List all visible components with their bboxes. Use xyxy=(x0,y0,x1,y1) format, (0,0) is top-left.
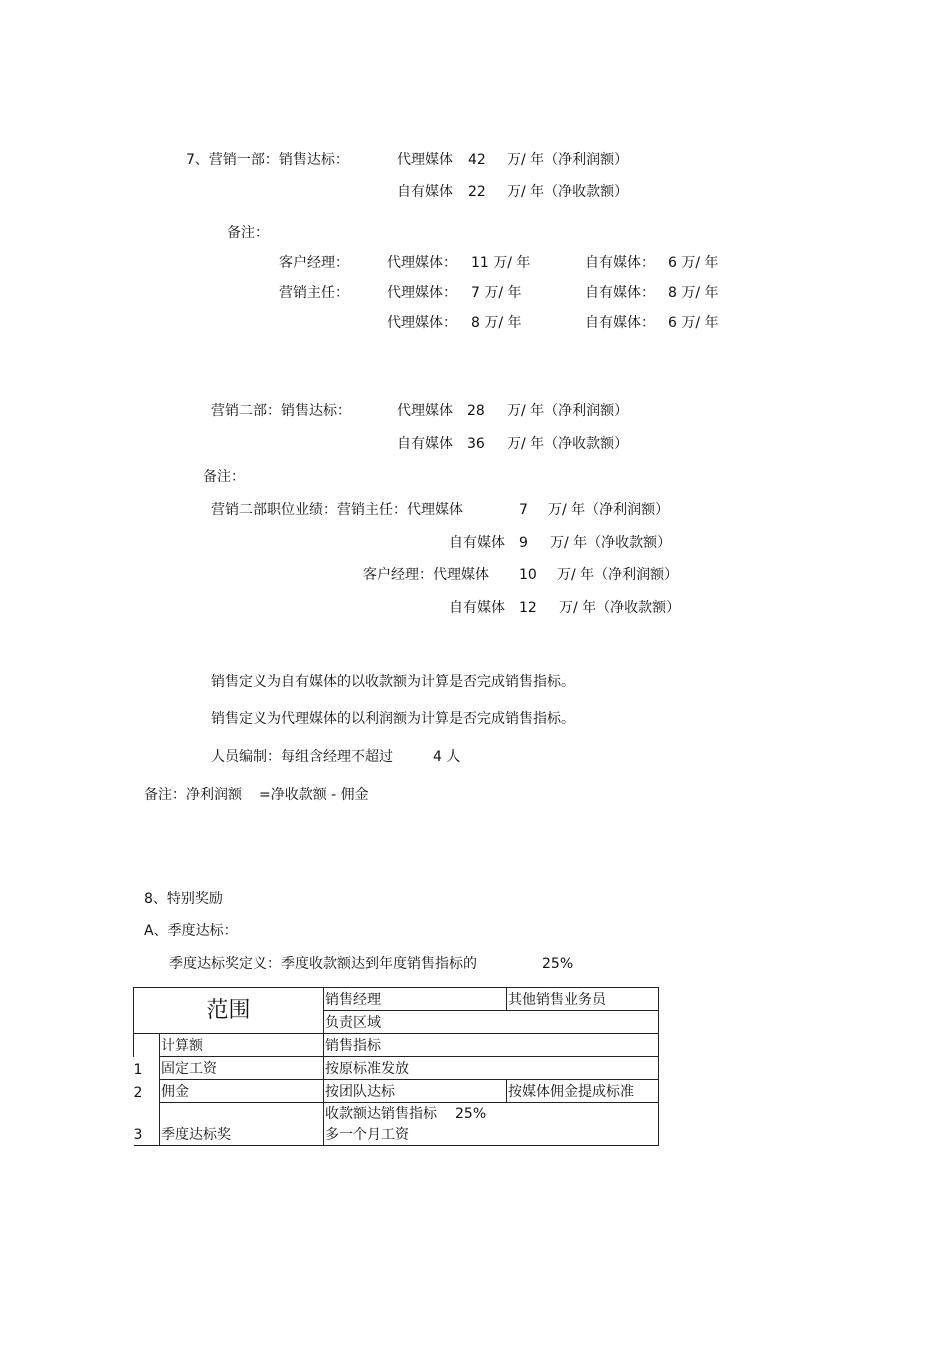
value-cell: 按原标准发放 xyxy=(324,1057,659,1080)
dept2-line2-unit: 万/ 年（净收款额） xyxy=(507,436,629,452)
dept1-row-a-value: 7 万/ 年 xyxy=(471,285,522,301)
dept2-perf-unit: 万/ 年（净利润额） xyxy=(557,567,679,583)
table-row xyxy=(134,1080,659,1103)
dept1-line1-media: 代理媒体 xyxy=(397,152,453,168)
staffing-text: 人员编制：每组含经理不超过 xyxy=(211,749,393,765)
row-number-cell: 1 xyxy=(134,1057,160,1080)
dept1-heading: 7、营销一部：销售达标： xyxy=(186,152,349,168)
table-row xyxy=(134,1103,659,1146)
dept2-line1-value: 28 xyxy=(467,403,485,419)
dept2-perf-prefix: 客户经理：代理媒体 xyxy=(363,567,489,583)
quarter-award-cell xyxy=(324,1103,659,1146)
dept1-line2-value: 22 xyxy=(468,184,486,200)
dept1-row-b-label: 自有媒体： xyxy=(585,255,655,271)
dept2-perf-unit: 万/ 年（净利润额） xyxy=(548,502,670,518)
row-number-cell: 3 xyxy=(134,1103,160,1146)
table-row xyxy=(134,988,659,1011)
dept1-row-b-label: 自有媒体： xyxy=(585,285,655,301)
other-staff-cell: 其他销售业务员 xyxy=(507,988,659,1011)
dept1-row-role: 客户经理： xyxy=(279,255,349,271)
sales-manager-cell: 销售经理 xyxy=(324,988,507,1011)
dept1-line2-media: 自有媒体 xyxy=(397,184,453,200)
dept1-line1-value: 42 xyxy=(468,152,486,168)
dept2-note-label: 备注： xyxy=(203,469,245,485)
dept2-perf-unit: 万/ 年（净收款额） xyxy=(550,535,672,551)
row-number-cell xyxy=(134,1034,160,1057)
section8-definition-value: 25% xyxy=(542,956,574,972)
responsible-area-cell: 负责区域 xyxy=(324,1011,659,1034)
quarter-award-value: 25% xyxy=(455,1106,487,1122)
section8-definition-text: 季度达标奖定义：季度收款额达到年度销售指标的 xyxy=(169,956,477,972)
scope-cell: 范围 xyxy=(134,988,324,1034)
table-row xyxy=(134,1034,659,1057)
value-cell-b: 按媒体佣金提成标准 xyxy=(507,1080,659,1103)
dept1-row-a-label: 代理媒体： xyxy=(387,315,457,331)
definition-own-media: 销售定义为自有媒体的以收款额为计算是否完成销售指标。 xyxy=(211,674,575,690)
quarter-award-line2: 多一个月工资 xyxy=(325,1127,410,1143)
award-table xyxy=(133,987,659,1146)
dept2-perf-value: 7 xyxy=(519,502,528,518)
dept1-row-a-label: 代理媒体： xyxy=(387,255,457,271)
dept1-line1-unit: 万/ 年（净利润额） xyxy=(507,152,629,168)
dept2-perf-media: 自有媒体 xyxy=(449,600,505,616)
section8-title: 8、特别奖励 xyxy=(144,891,223,907)
value-cell: 按团队达标 xyxy=(324,1080,507,1103)
formula-rest: =净收款额 - 佣金 xyxy=(259,787,369,803)
dept2-perf-prefix: 营销二部职位业绩：营销主任：代理媒体 xyxy=(211,502,463,518)
item-cell: 季度达标奖 xyxy=(160,1103,324,1146)
dept1-row-b-value: 8 万/ 年 xyxy=(668,285,719,301)
formula-label: 备注：净利润额 xyxy=(144,787,242,803)
dept2-heading: 营销二部：销售达标： xyxy=(211,403,351,419)
dept2-line2-media: 自有媒体 xyxy=(397,436,453,452)
dept1-row-b-value: 6 万/ 年 xyxy=(668,315,719,331)
dept2-line2-value: 36 xyxy=(467,436,485,452)
sales-target-cell: 销售指标 xyxy=(324,1034,659,1057)
dept2-line1-media: 代理媒体 xyxy=(397,403,453,419)
dept2-perf-unit: 万/ 年（净收款额） xyxy=(559,600,681,616)
dept1-row-a-value: 11 万/ 年 xyxy=(471,255,531,271)
dept2-line1-unit: 万/ 年（净利润额） xyxy=(507,403,629,419)
dept1-line2-unit: 万/ 年（净收款额） xyxy=(507,184,629,200)
section8-sub-a: A、季度达标： xyxy=(144,923,238,939)
dept1-row-role: 营销主任： xyxy=(279,285,349,301)
quarter-award-line1: 收款额达销售指标 xyxy=(325,1106,438,1122)
item-cell: 佣金 xyxy=(160,1080,324,1103)
dept2-perf-value: 10 xyxy=(519,567,537,583)
staffing-value: 4 人 xyxy=(433,749,461,765)
table-row xyxy=(134,1057,659,1080)
row-number-cell: 2 xyxy=(134,1080,160,1103)
item-cell: 固定工资 xyxy=(160,1057,324,1080)
dept1-row-b-value: 6 万/ 年 xyxy=(668,255,719,271)
dept2-perf-media: 自有媒体 xyxy=(449,535,505,551)
dept1-row-a-value: 8 万/ 年 xyxy=(471,315,522,331)
dept2-perf-value: 9 xyxy=(519,535,528,551)
dept2-perf-value: 12 xyxy=(519,600,537,616)
dept1-row-b-label: 自有媒体： xyxy=(585,315,655,331)
dept1-note-label: 备注： xyxy=(227,225,269,241)
definition-agent-media: 销售定义为代理媒体的以利润额为计算是否完成销售指标。 xyxy=(211,711,575,727)
dept1-row-a-label: 代理媒体： xyxy=(387,285,457,301)
calc-label-cell: 计算额 xyxy=(160,1034,324,1057)
